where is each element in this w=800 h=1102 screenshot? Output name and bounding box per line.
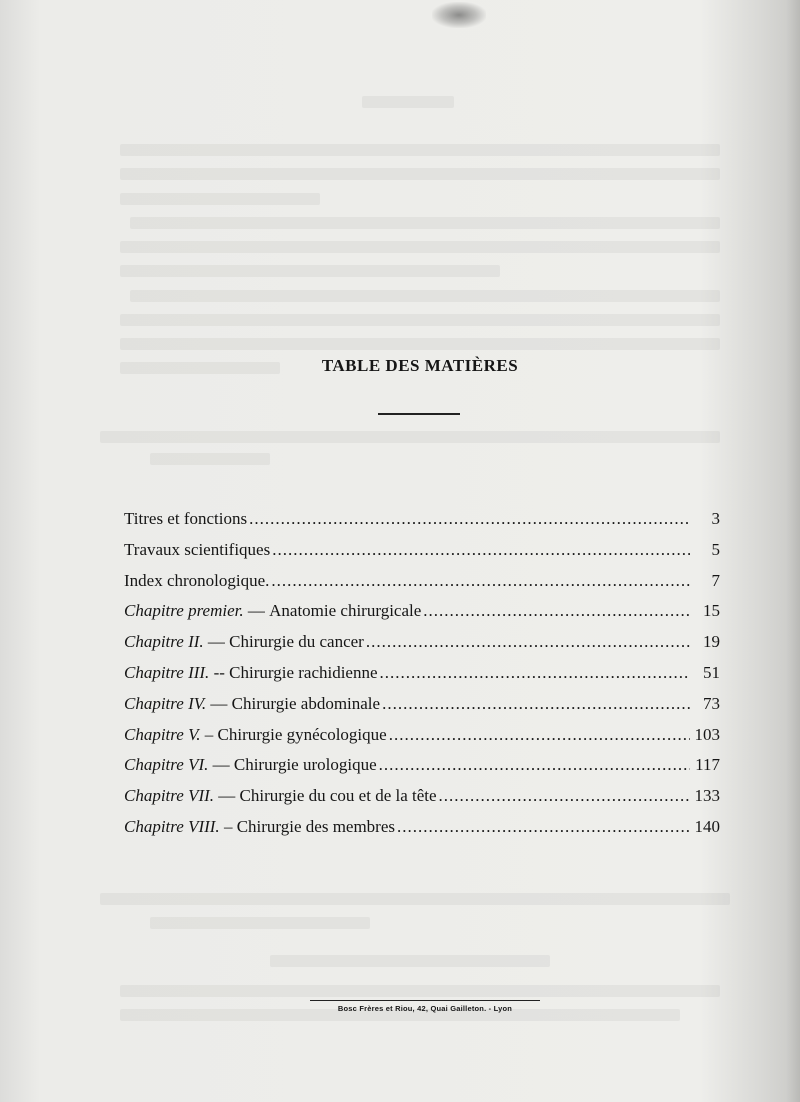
- dot-leader: [382, 694, 690, 714]
- toc-entry: [124, 694, 720, 725]
- toc-label: Titres et fonctions: [124, 509, 248, 528]
- dot-leader: [379, 755, 690, 775]
- toc-label: Chirurgie des membres: [236, 816, 396, 836]
- toc-chapter: Chapitre premier.: [124, 601, 244, 621]
- toc-label: Chirurgie rachidienne: [229, 662, 378, 682]
- toc-entry: [124, 540, 720, 571]
- toc-page-number: 133: [694, 786, 720, 806]
- toc-separator: —: [203, 632, 230, 652]
- toc-separator: —: [214, 786, 240, 806]
- toc-chapter: Chapitre V.: [124, 724, 201, 744]
- imprint-divider: [310, 1000, 540, 1001]
- toc-page-number: 73: [703, 693, 720, 713]
- page-title: TABLE DES MATIÈRES: [321, 356, 519, 375]
- toc-entry: [124, 632, 720, 663]
- toc-page-number: 15: [703, 601, 720, 621]
- toc-page-number: 19: [703, 632, 720, 652]
- dot-leader: [249, 509, 690, 529]
- toc-label: Chirurgie du cou et de la tête: [239, 786, 437, 806]
- toc-page-number: 51: [703, 662, 720, 682]
- toc-chapter: Chapitre VIII.: [124, 816, 220, 836]
- title-divider: [378, 413, 460, 415]
- toc-label: Index chronologique.: [124, 570, 270, 590]
- ink-smudge: [432, 2, 486, 28]
- dot-leader: [366, 632, 690, 652]
- dot-leader: [380, 663, 690, 683]
- toc-separator: –: [219, 816, 237, 836]
- dot-leader: [271, 571, 690, 591]
- toc-entry: [124, 571, 720, 602]
- toc-chapter: Chapitre VII.: [124, 786, 215, 806]
- dot-leader: [423, 601, 690, 621]
- toc-chapter: Chapitre III.: [124, 662, 210, 682]
- toc-separator: —: [208, 755, 234, 775]
- toc-page-number: 5: [711, 539, 720, 559]
- dot-leader: [272, 540, 690, 560]
- toc-entry: [124, 755, 720, 786]
- toc-label: Chirurgie du cancer: [229, 632, 364, 652]
- dot-leader: [389, 725, 690, 745]
- toc-separator: —: [206, 693, 232, 713]
- toc-separator: –: [200, 724, 218, 744]
- toc-label: Anatomie chirurgicale: [269, 601, 422, 621]
- toc-chapter: Chapitre II.: [124, 632, 204, 652]
- toc-chapter: Chapitre IV.: [124, 693, 207, 713]
- toc-entry: [124, 725, 720, 756]
- table-of-contents: [124, 509, 720, 848]
- toc-label: Travaux scientifiques: [124, 539, 271, 559]
- dot-leader: [439, 786, 690, 806]
- toc-chapter: Chapitre VI.: [124, 755, 209, 775]
- toc-page-number: 103: [694, 724, 720, 744]
- toc-label: Chirurgie abdominale: [231, 693, 381, 713]
- toc-entry: [124, 786, 720, 817]
- toc-page-number: 7: [711, 570, 720, 590]
- toc-separator: --: [209, 662, 230, 682]
- page-edge-shadow: [786, 0, 800, 1102]
- toc-label: Chirurgie urologique: [233, 755, 377, 775]
- toc-page-number: 117: [695, 755, 720, 775]
- toc-page-number: 3: [711, 509, 720, 528]
- toc-entry: [124, 817, 720, 848]
- toc-entry: [124, 509, 720, 540]
- toc-label: Chirurgie gynécologique: [217, 724, 387, 744]
- printer-imprint: Bosc Frères et Riou, 42, Quai Gailleton. - Lyon: [337, 1004, 513, 1013]
- toc-entry: [124, 663, 720, 694]
- toc-page-number: 140: [694, 816, 720, 836]
- toc-entry: [124, 601, 720, 632]
- dot-leader: [397, 817, 690, 837]
- toc-separator: —: [243, 601, 270, 621]
